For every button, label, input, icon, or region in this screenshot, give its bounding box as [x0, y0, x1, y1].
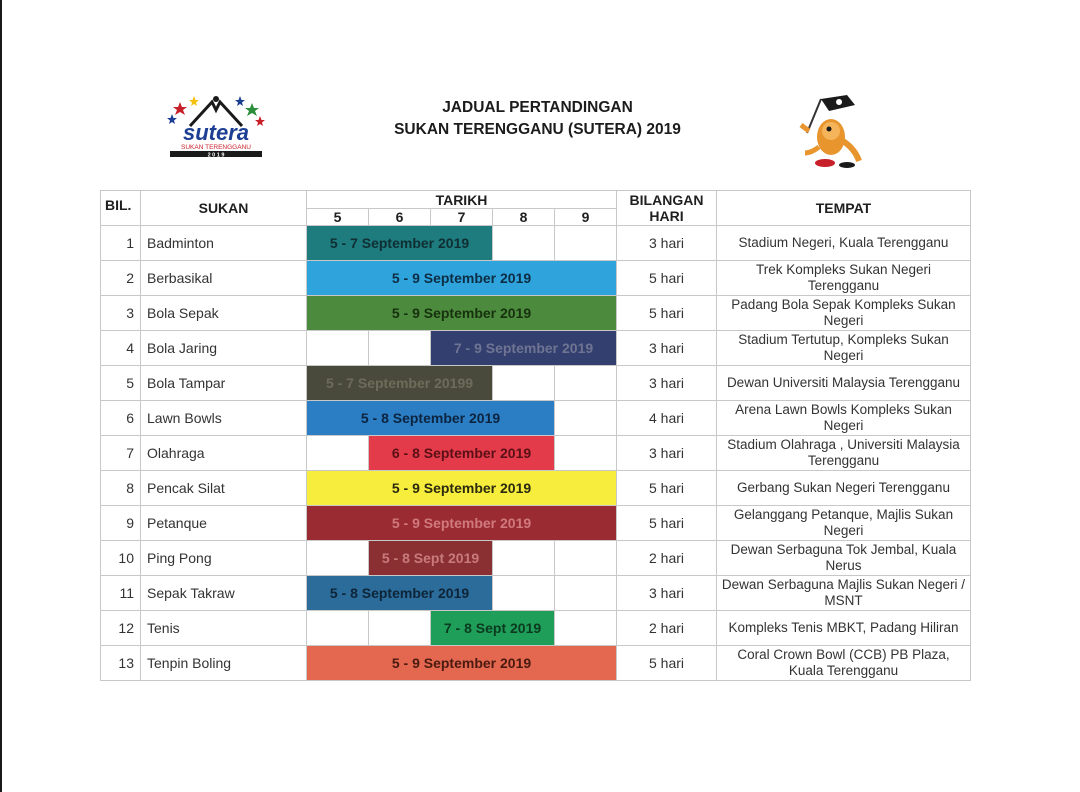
row-number: 11	[101, 576, 141, 611]
header-day: 5	[307, 209, 369, 226]
date-range-bar: 7 - 9 September 2019	[431, 331, 617, 366]
venue: Dewan Serbaguna Majlis Sukan Negeri / MSNT	[717, 576, 971, 611]
day-count: 3 hari	[617, 366, 717, 401]
row-number: 13	[101, 646, 141, 681]
sport-name: Tenis	[141, 611, 307, 646]
empty-day-cell	[555, 226, 617, 261]
page-title	[320, 97, 755, 141]
date-range-bar: 5 - 7 September 2019	[307, 226, 493, 261]
header-day: 9	[555, 209, 617, 226]
row-number: 3	[101, 296, 141, 331]
table-row	[101, 331, 971, 366]
sport-name: Tenpin Boling	[141, 646, 307, 681]
table-row	[101, 226, 971, 261]
venue: Coral Crown Bowl (CCB) PB Plaza, Kuala Terengganu	[717, 646, 971, 681]
empty-day-cell	[555, 436, 617, 471]
row-number: 1	[101, 226, 141, 261]
row-number: 8	[101, 471, 141, 506]
day-count: 5 hari	[617, 506, 717, 541]
header-tempat: TEMPAT	[717, 191, 971, 226]
logo-year: 2 0 1 9	[207, 152, 225, 159]
empty-day-cell	[307, 331, 369, 366]
venue: Stadium Tertutup, Kompleks Sukan Negeri	[717, 331, 971, 366]
schedule-body	[101, 226, 971, 681]
venue: Dewan Universiti Malaysia Terengganu	[717, 366, 971, 401]
date-range-bar: 6 - 8 September 2019	[369, 436, 555, 471]
header-hari: HARI	[649, 208, 684, 224]
sport-name: Pencak Silat	[141, 471, 307, 506]
sport-name: Lawn Bowls	[141, 401, 307, 436]
day-count: 3 hari	[617, 226, 717, 261]
row-number: 10	[101, 541, 141, 576]
date-range-bar: 5 - 8 Sept 2019	[369, 541, 493, 576]
date-range-bar: 5 - 9 September 2019	[307, 296, 617, 331]
sport-name: Ping Pong	[141, 541, 307, 576]
table-row	[101, 436, 971, 471]
day-count: 5 hari	[617, 646, 717, 681]
venue: Gerbang Sukan Negeri Terengganu	[717, 471, 971, 506]
sport-name: Sepak Takraw	[141, 576, 307, 611]
date-range-bar: 5 - 8 September 2019	[307, 401, 555, 436]
empty-day-cell	[493, 576, 555, 611]
page-edge	[0, 0, 2, 792]
schedule-table	[100, 190, 971, 681]
day-count: 3 hari	[617, 331, 717, 366]
sport-name: Bola Tampar	[141, 366, 307, 401]
venue: Padang Bola Sepak Kompleks Sukan Negeri	[717, 296, 971, 331]
venue: Stadium Olahraga , Universiti Malaysia Terengganu	[717, 436, 971, 471]
sport-name: Bola Sepak	[141, 296, 307, 331]
day-count: 3 hari	[617, 436, 717, 471]
row-number: 6	[101, 401, 141, 436]
table-row	[101, 471, 971, 506]
sport-name: Badminton	[141, 226, 307, 261]
empty-day-cell	[493, 366, 555, 401]
row-number: 2	[101, 261, 141, 296]
day-count: 3 hari	[617, 576, 717, 611]
day-count: 2 hari	[617, 541, 717, 576]
venue: Arena Lawn Bowls Kompleks Sukan Negeri	[717, 401, 971, 436]
logo-subtitle: SUKAN TERENGGANU	[181, 144, 251, 151]
header-day: 6	[369, 209, 431, 226]
sport-name: Berbasikal	[141, 261, 307, 296]
table-row	[101, 506, 971, 541]
date-range-bar: 5 - 9 September 2019	[307, 646, 617, 681]
table-row	[101, 401, 971, 436]
sport-name: Petanque	[141, 506, 307, 541]
table-row	[101, 611, 971, 646]
day-count: 5 hari	[617, 261, 717, 296]
empty-day-cell	[493, 541, 555, 576]
header-day: 7	[431, 209, 493, 226]
table-row	[101, 366, 971, 401]
row-number: 5	[101, 366, 141, 401]
venue: Kompleks Tenis MBKT, Padang Hiliran	[717, 611, 971, 646]
day-count: 5 hari	[617, 296, 717, 331]
empty-day-cell	[307, 611, 369, 646]
day-count: 2 hari	[617, 611, 717, 646]
day-count: 5 hari	[617, 471, 717, 506]
sport-name: Bola Jaring	[141, 331, 307, 366]
empty-day-cell	[369, 611, 431, 646]
table-row	[101, 541, 971, 576]
logo-text: sutera	[182, 120, 250, 145]
empty-day-cell	[493, 226, 555, 261]
date-range-bar: 5 - 7 September 20199	[307, 366, 493, 401]
venue: Dewan Serbaguna Tok Jembal, Kuala Nerus	[717, 541, 971, 576]
empty-day-cell	[307, 436, 369, 471]
venue: Trek Kompleks Sukan Negeri Terengganu	[717, 261, 971, 296]
date-range-bar: 5 - 9 September 2019	[307, 471, 617, 506]
empty-day-cell	[555, 541, 617, 576]
empty-day-cell	[555, 576, 617, 611]
title-line-2: SUKAN TERENGGANU (SUTERA) 2019	[394, 121, 681, 138]
date-range-bar: 5 - 8 September 2019	[307, 576, 493, 611]
table-row	[101, 576, 971, 611]
header-bilangan-hari	[617, 191, 717, 226]
empty-day-cell	[555, 401, 617, 436]
venue: Stadium Negeri, Kuala Terengganu	[717, 226, 971, 261]
header-sukan: SUKAN	[141, 191, 307, 226]
row-number: 7	[101, 436, 141, 471]
table-row	[101, 296, 971, 331]
date-range-bar: 5 - 9 September 2019	[307, 261, 617, 296]
row-number: 4	[101, 331, 141, 366]
table-row	[101, 261, 971, 296]
table-row	[101, 646, 971, 681]
header-bil: BIL.	[101, 191, 141, 226]
date-range-bar: 7 - 8 Sept 2019	[431, 611, 555, 646]
empty-day-cell	[369, 331, 431, 366]
sutera-logo	[160, 90, 272, 160]
venue: Gelanggang Petanque, Majlis Sukan Negeri	[717, 506, 971, 541]
row-number: 12	[101, 611, 141, 646]
title-line-1: JADUAL PERTANDINGAN	[442, 99, 633, 116]
sport-name: Olahraga	[141, 436, 307, 471]
day-count: 4 hari	[617, 401, 717, 436]
empty-day-cell	[555, 611, 617, 646]
turtle-mascot-icon	[785, 93, 870, 173]
header-day: 8	[493, 209, 555, 226]
header-tarikh: TARIKH	[307, 191, 617, 209]
date-range-bar: 5 - 9 September 2019	[307, 506, 617, 541]
empty-day-cell	[555, 366, 617, 401]
empty-day-cell	[307, 541, 369, 576]
row-number: 9	[101, 506, 141, 541]
header-bilangan: BILANGAN	[629, 192, 704, 208]
